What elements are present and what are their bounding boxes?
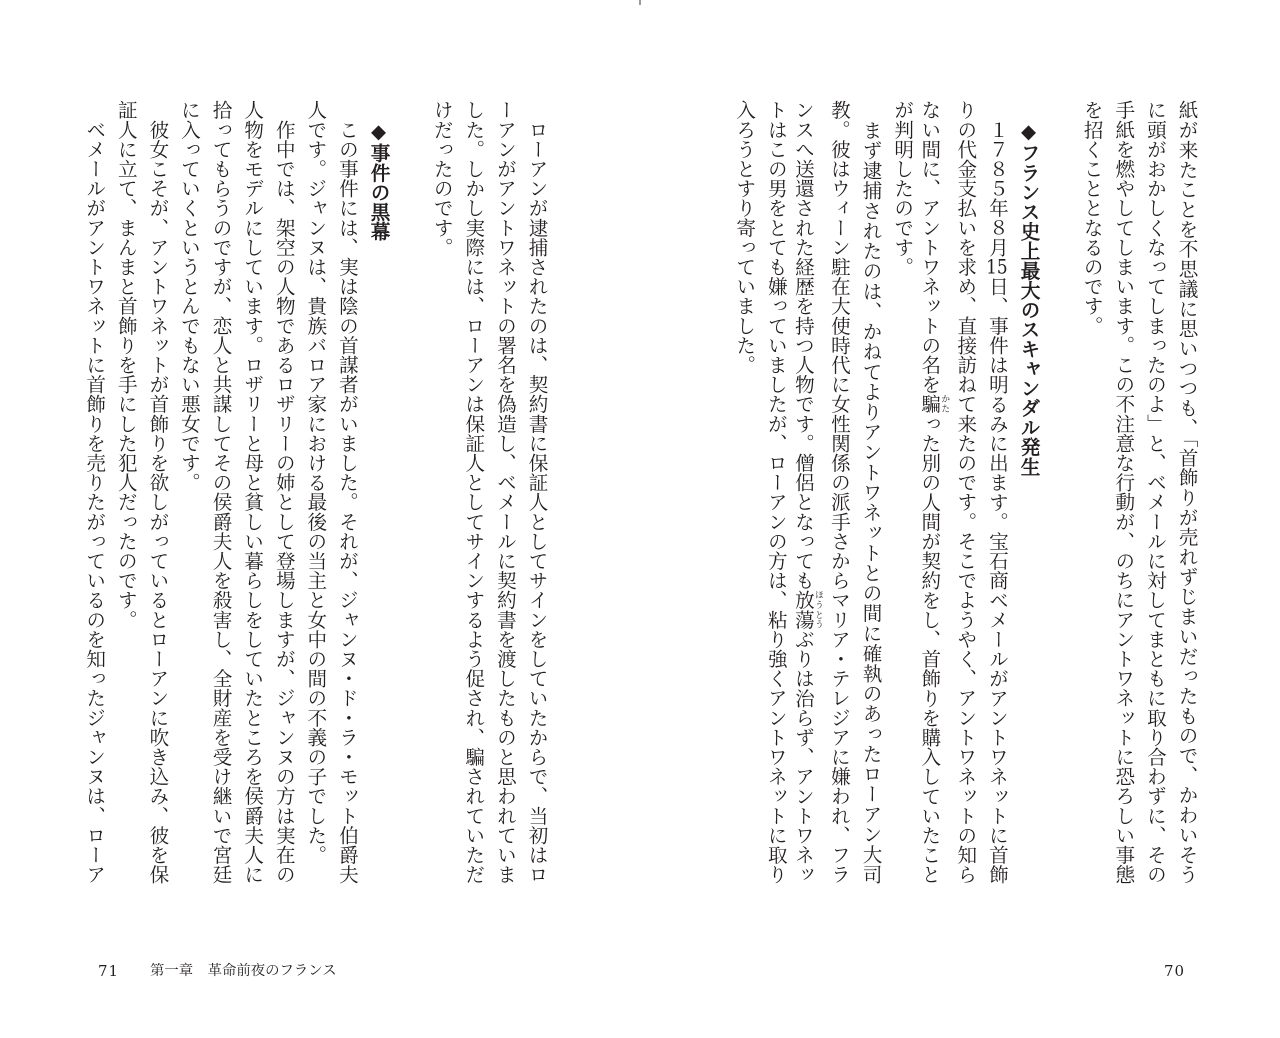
text-column: 彼女こそが、アントワネットが首飾りを欲しがっているとローアンに吹き込み、彼を保	[145, 100, 169, 884]
running-head: 第一章 革命前夜のフランス	[150, 963, 337, 979]
ruby-reading: かた	[939, 394, 950, 414]
text-column: トはこの男をとても嫌っていましたが、ローアンの方は、粘り強くアントワネットに取り	[764, 100, 788, 884]
ruby-word	[917, 394, 950, 414]
text-column: この事件には、実は陰の首謀者がいました。それが、ジャンヌ・ド・ラ・モット伯爵夫	[335, 100, 359, 884]
ruby-base: 騙	[917, 394, 941, 414]
text-column: 証人に立て、まんまと首飾りを手にした犯人だったのです。	[114, 100, 138, 630]
text-column	[791, 100, 823, 884]
text-column: 手紙を燃やしてしまいます。この不注意な行動が、のちにアントワネットに恐ろしい事態	[1111, 100, 1135, 884]
text-column: 教。彼はウィーン駐在大使時代に女性関係の派手さからマリア・テレジアに嫌われ、フラ	[827, 100, 851, 884]
text-column: 拾ってもらうのですが、恋人と共謀してその侯爵夫人を殺害し、全財産を受け継いで宮廷	[209, 100, 233, 884]
right-page-body	[728, 100, 1202, 884]
text-column: 人です。ジャンヌは、貴族バロア家における最後の当主と女中の間の不義の子でした。	[303, 100, 327, 865]
right-page-number: 70	[1164, 962, 1186, 980]
text-run: ない間に、アントワネットの名を	[917, 100, 941, 394]
ruby-word	[791, 590, 823, 630]
text-run: った別の人間が契約をし、首飾りを購入していたこと	[917, 413, 941, 885]
text-run: ンスへ送還された経歴を持つ人物です。僧侶となっても	[791, 100, 815, 590]
tate-chu-yoko-number: 15	[986, 256, 1008, 277]
text-column: けだったのです。	[430, 100, 454, 257]
section-heading: ◆フランス史上最大のスキャンダル発生	[1017, 119, 1041, 476]
left-page-number: 71	[98, 962, 120, 980]
text-column: 人物をモデルにしています。ロザリーと母と貧しい暮らしをしていたところを侯爵夫人に	[240, 100, 264, 884]
text-column: を招くこととなるのです。	[1080, 100, 1104, 336]
text-column	[918, 100, 950, 884]
section-heading: ◆事件の黒幕	[367, 119, 391, 241]
text-column	[981, 100, 1013, 884]
text-column: 紙が来たことを不思議に思いつつも、「首飾りが売れずじまいだったもので、かわいそう	[1175, 100, 1198, 884]
text-column: りの代金支払いを求め、直接訪ねて来たのです。そこでようやく、アントワネットの知ら	[953, 100, 977, 884]
text-run: ぶりは治らず、アントワネッ	[791, 629, 815, 885]
text-column: ーアンがアントワネットの署名を偽造し、ベメールに契約書を渡したものと思われていま	[493, 100, 517, 884]
text-column: まず逮捕されたのは、かねてよりアントワネットとの間に確執のあったローアン大司	[859, 100, 883, 884]
text-column: に入っていくというとんでもない悪女です。	[177, 100, 201, 492]
text-column: した。しかし実際には、ローアンは保証人としてサインするよう促され、騙されていただ	[461, 100, 485, 884]
text-run: 日、事件は明るみに出ます。宝石商ベメールがアントワネットに首飾	[985, 276, 1009, 885]
gutter-mark	[639, 0, 641, 5]
text-run: １７８５年８月	[985, 100, 1009, 257]
left-page-body	[78, 100, 552, 884]
ruby-reading: ほうとう	[812, 590, 823, 630]
text-column: が判明したのです。	[890, 100, 914, 277]
text-column: ローアンが逮捕されたのは、契約書に保証人としてサインをしていたからで、当初はロ	[525, 100, 548, 884]
text-column: 入ろうとすり寄っていました。	[732, 100, 756, 375]
text-column: に頭がおかしくなってしまったのよ」と、ベメールに対してまともに取り合わずに、その	[1143, 100, 1167, 884]
text-column: 作中では、架空の人物であるロザリーの姉として登場しますが、ジャンヌの方は実在の	[272, 100, 296, 884]
ruby-base: 放蕩	[791, 590, 815, 630]
text-column: ベメールがアントワネットに首飾りを売りたがっているのを知ったジャンヌは、ローア	[82, 100, 106, 884]
